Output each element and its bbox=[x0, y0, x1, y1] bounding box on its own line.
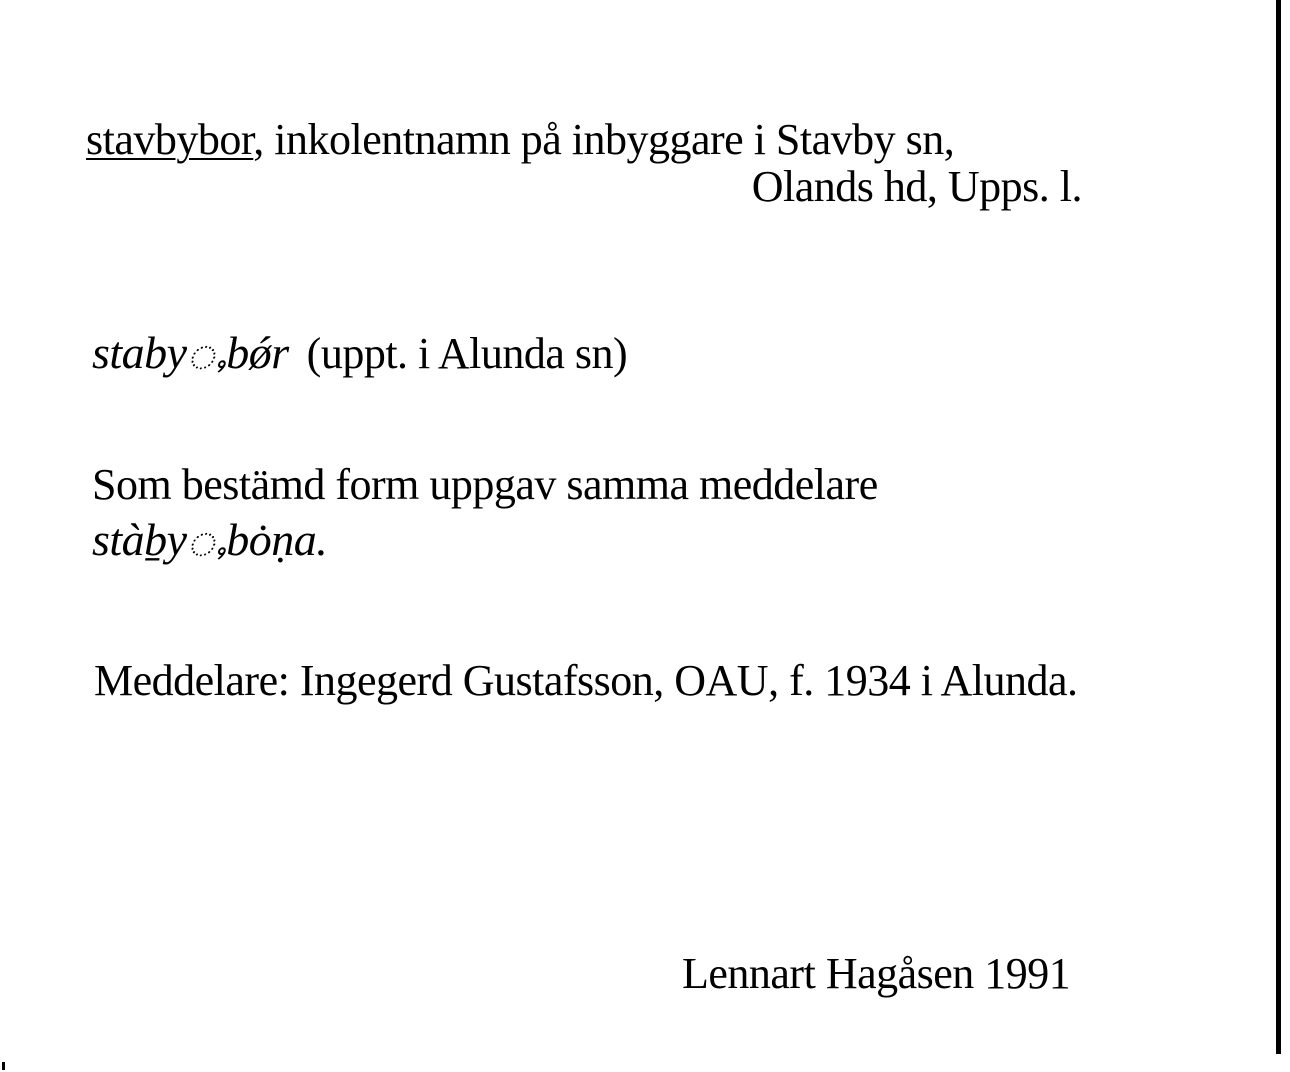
card-edge-line bbox=[1276, 0, 1281, 1054]
informant-line: Meddelare: Ingegerd Gustafsson, OAU, f. 1934 i Alunda. bbox=[94, 656, 1078, 705]
headword: stavbybor bbox=[86, 115, 254, 164]
definition: , inkolentnamn på inbyggare i Stavby sn, bbox=[253, 115, 955, 164]
recording-note: (uppt. i Alunda sn) bbox=[306, 329, 628, 378]
signature: Lennart Hagåsen 1991 bbox=[682, 949, 1071, 998]
entry-line bbox=[86, 115, 955, 164]
definite-form-intro: Som bestämd form uppgav samma meddelare bbox=[92, 460, 878, 509]
pronunciation-line bbox=[92, 327, 628, 378]
definite-phonetic-form: stàḇyႇbȯṇa. bbox=[92, 514, 328, 565]
definition-continuation: Olands hd, Upps. l. bbox=[751, 162, 1082, 211]
scan-speck bbox=[2, 1062, 5, 1070]
phonetic-form: stabyႇbǿr bbox=[92, 327, 289, 378]
